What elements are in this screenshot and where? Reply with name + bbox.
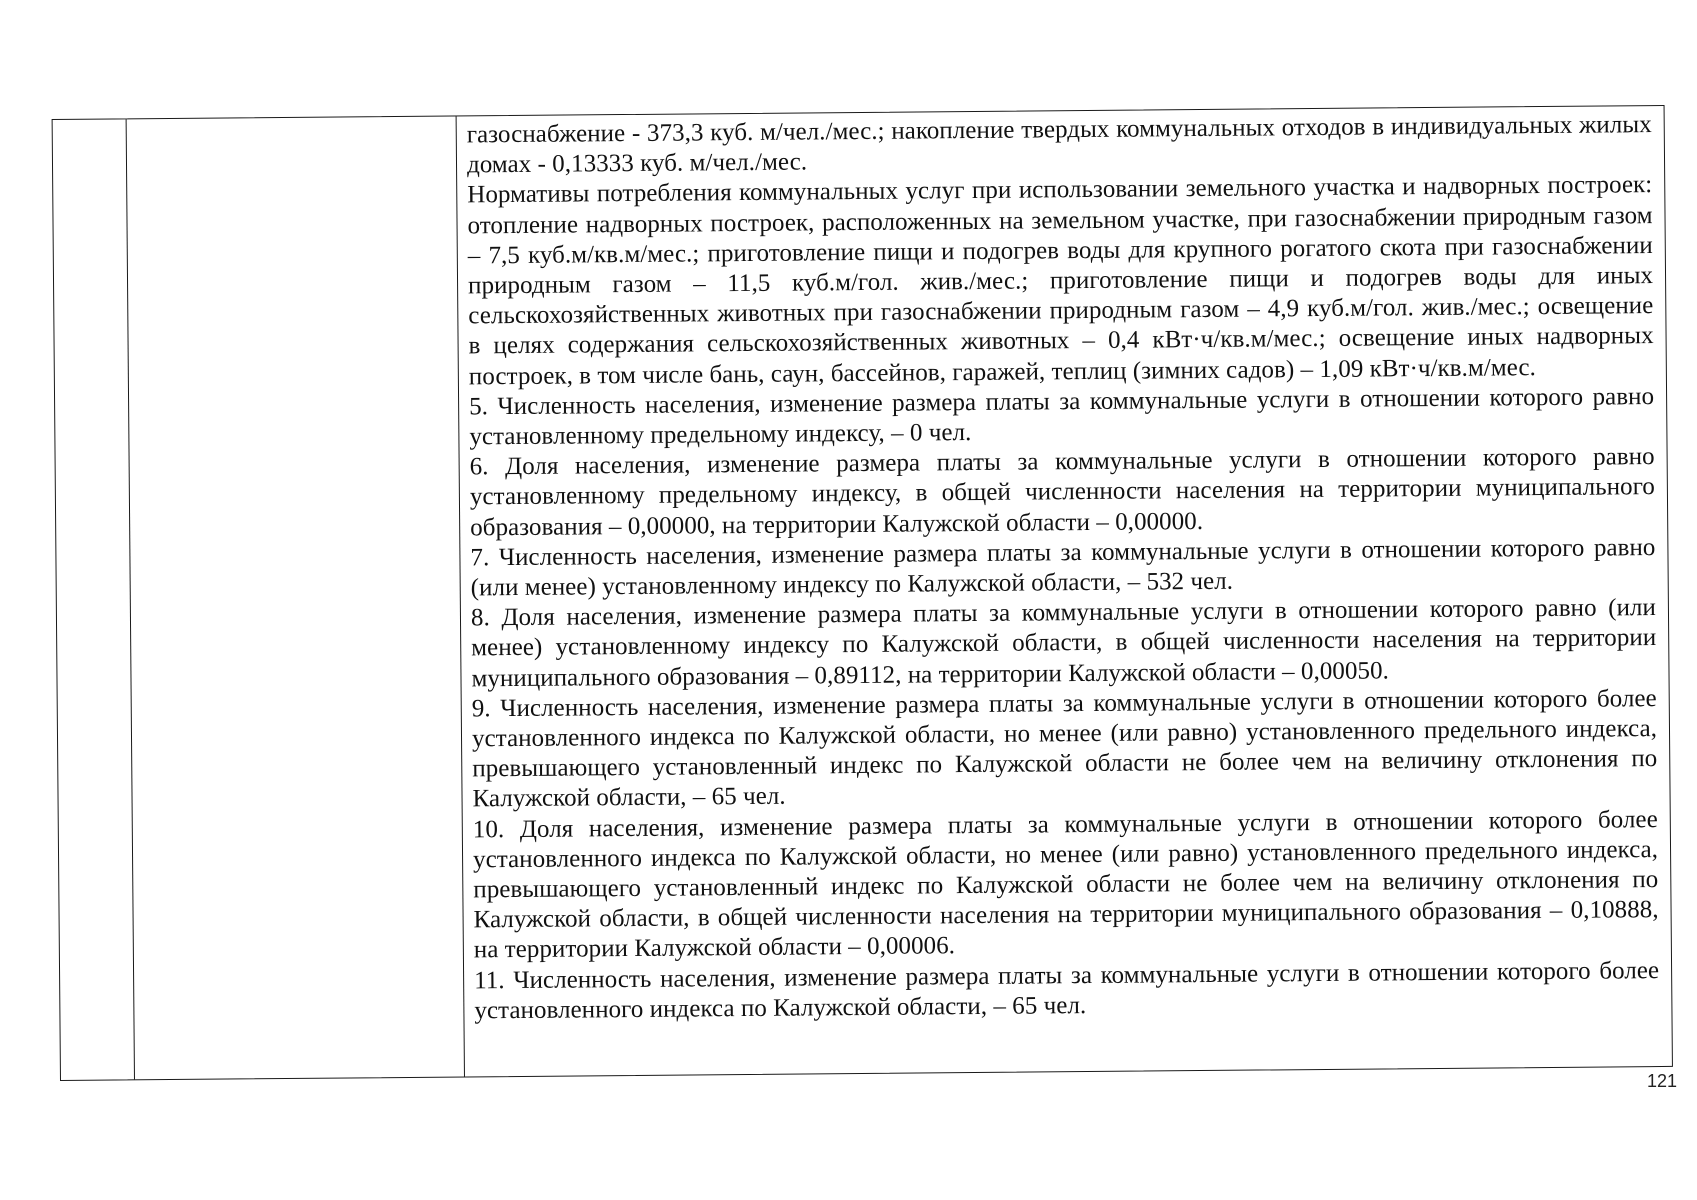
paragraph-item-9: 9. Численность населения, изменение размера платы за коммунальные услуги в отношении которого более установленного индекса по Калужской области, но менее (или равно) установленного предельного индекса, превышающего установленный индекс по Калужской области не более чем на величину отклонения по Калужской области, – 65 чел. xyxy=(471,684,1658,813)
paragraph-item-11: 11. Численность населения, изменение размера платы за коммунальные услуги в отношении которого более установленного индекса по Калужской области, – 65 чел. xyxy=(474,956,1660,1025)
paragraph-item-5: 5. Численность населения, изменение размера платы за коммунальные услуги в отношении которого равно установленному предельному индексу, – 0 чел. xyxy=(469,382,1655,451)
table-column-name xyxy=(127,117,465,1080)
paragraph-item-7: 7. Численность населения, изменение размера платы за коммунальные услуги в отношении которого равно (или менее) установленному индексу по Калужской области, – 532 чел. xyxy=(470,533,1656,602)
paragraph-item-6: 6. Доля населения, изменение размера платы за коммунальные услуги в отношении которого равно установленному предельному индексу, в общей численности населения на территории муниципального образования – 0,00000, на территории Калужской области – 0,00000. xyxy=(469,443,1655,542)
paragraph-item-10: 10. Доля населения, изменение размера платы за коммунальные услуги в отношении которого более установленного индекса по Калужской области, но менее (или равно) установленного предельного индекса, превышающего установленный индекс по Калужской области не более чем на величину отклонения по Калужской области, в общей численности населения на территории муниципального образования – 0,10888, на территории Калужской области – 0,00006. xyxy=(472,805,1659,964)
paragraph-item-8: 8. Доля населения, изменение размера платы за коммунальные услуги в отношении которого равно (или менее) установленному индексу по Калужской области, в общей численности населения на территории муниципального образования – 0,89112, на территории Калужской области – 0,00050. xyxy=(470,594,1657,693)
paragraph-land-plot-norms: Нормативы потребления коммунальных услуг при использовании земельного участка и надворных построек: отопление надворных построек, расположенных на земельном участке, при газоснабжении природным газом – 7,5 куб.м/кв.м/мес.; приготовление пищи и подогрев воды для крупного рогатого скота при газоснабжении природным газом – 11,5 куб.м/гол. жив./мес.; приготовление пищи и подогрев воды для иных сельскохозяйственных животных при газоснабжении природным газом – 4,9 куб.м/гол. жив./мес.; освещение в целях содержания сельскохозяйственных животных – 0,4 кВт·ч/кв.м/мес.; освещение иных надворных построек, в том числе бань, саун, бассейнов, гаражей, теплиц (зимних садов) – 1,09 кВт·ч/кв.м/мес. xyxy=(467,171,1654,391)
table-column-content xyxy=(457,106,1672,1076)
document-table xyxy=(52,105,1673,1081)
paragraph-gas-supply-norms: газоснабжение - 373,3 куб. м/чел./мес.; накопление твердых коммунальных отходов в индивидуальных жилых домах - 0,13333 куб. м/чел./мес. xyxy=(466,111,1652,179)
table-column-number xyxy=(53,119,135,1080)
page-number: 121 xyxy=(1646,1071,1677,1091)
